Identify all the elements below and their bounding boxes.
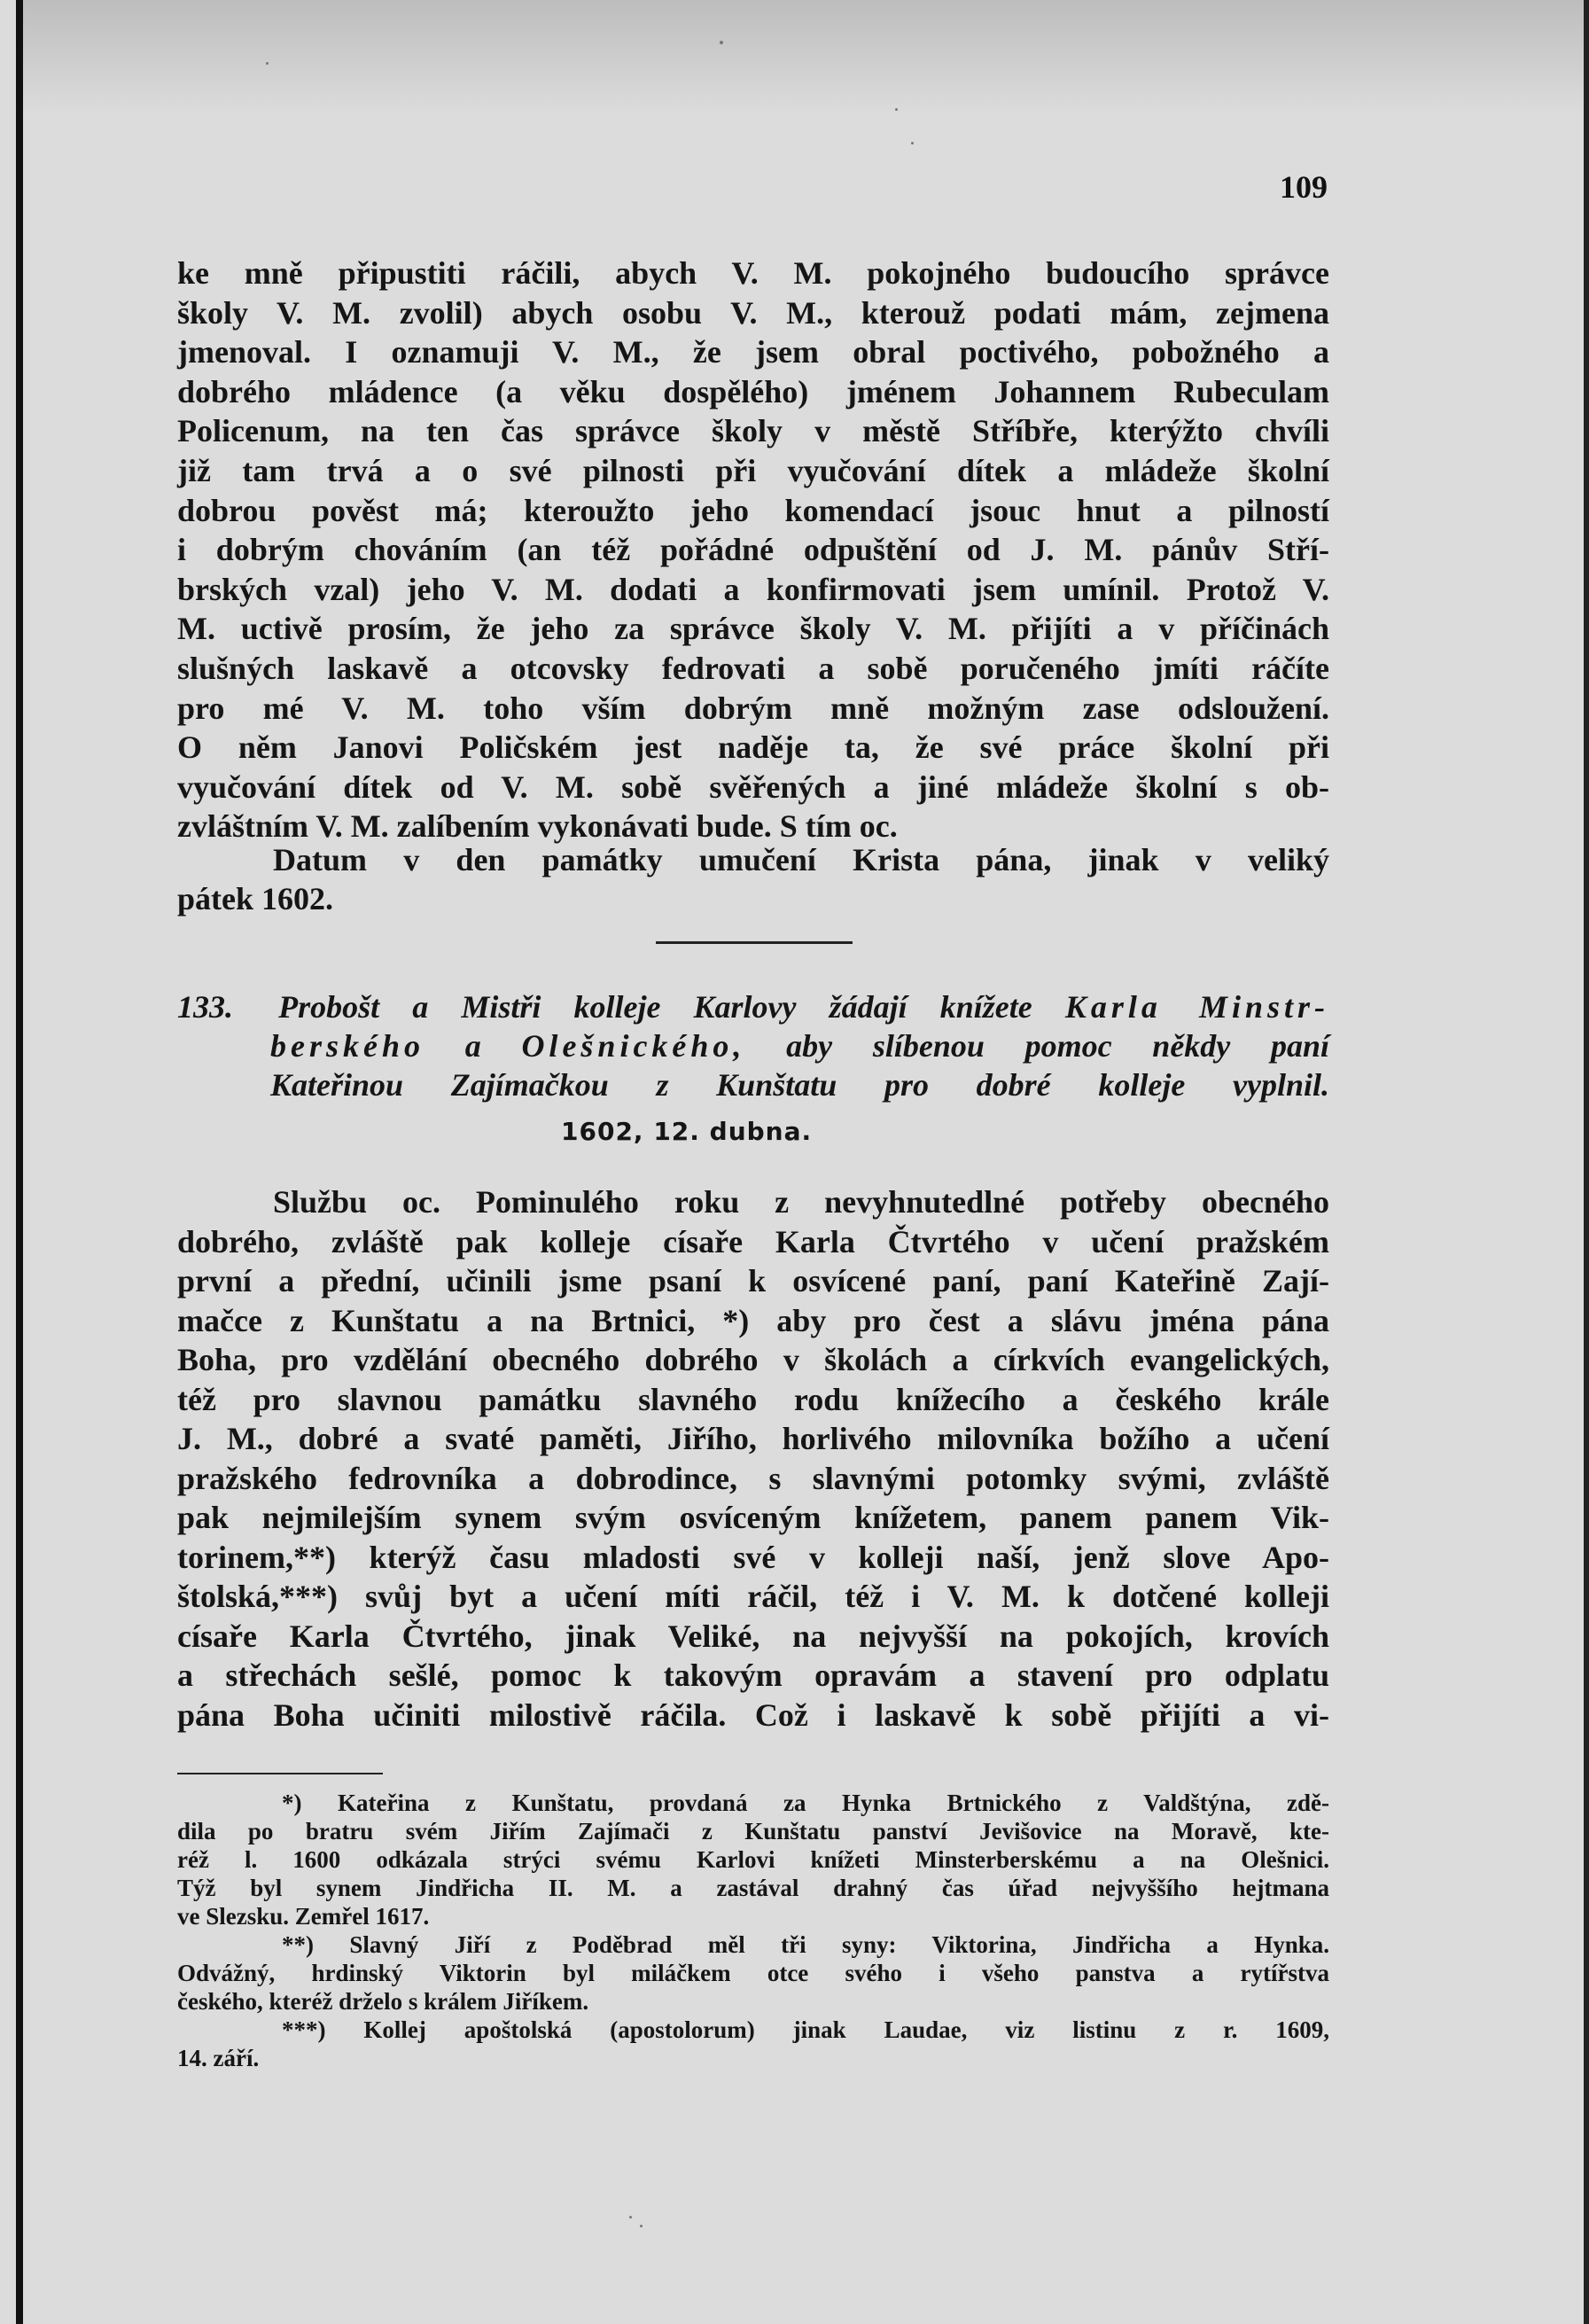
text-line: Datum v den památky umučení Krista pána, jinak v veliký [273, 842, 1329, 877]
text-line: i dobrým chováním (an též pořádné odpuštění od J. M. pánův Stří- [177, 532, 1329, 568]
heading-text: Probošt a Mistři kolleje Karlovy žádají knížete [278, 989, 1032, 1025]
page-number: 109 [1280, 169, 1328, 205]
heading-line [177, 1026, 1329, 1065]
footnote-line: 14. září. [177, 2045, 260, 2071]
text-line: pak nejmilejším synem svým osvíceným knížetem, panem panem Vik- [177, 1500, 1329, 1535]
text-line: J. M., dobré a svaté paměti, Jiřího, horlivého milovníka božího a učení [177, 1421, 1329, 1456]
text-line: Policenum, na ten čas správce školy v městě Stříbře, kterýžto chvíli [177, 413, 1329, 449]
text-line: zvláštním V. M. zalíbením vykonávati bude. S tím oc. [177, 808, 898, 845]
letter-continuation [177, 253, 1329, 846]
document-number: 133. [177, 989, 233, 1025]
footnote-line: ve Slezsku. Zemřel 1617. [177, 1903, 430, 1930]
footnote-line: dila po bratru svém Jiřím Zajímači z Kunštatu panství Jevišovice na Moravě, kte- [177, 1818, 1329, 1844]
heading-line: Kateřinou Zajímačkou z Kunštatu pro dobré kolleje vyplnil. [270, 1067, 1329, 1103]
footnote-rule [177, 1773, 383, 1774]
text-line: pro mé V. M. toho vším dobrým mně možným zase odsloužení. [177, 690, 1329, 726]
text-line: O něm Janovi Poličském jest naděje ta, že své práce školní při [177, 729, 1329, 766]
text-line: štolská,***) svůj byt a učení míti ráčil, též i V. M. k dotčené kolleji [177, 1579, 1329, 1614]
footnote-line: *) Kateřina z Kunštatu, provdaná za Hynka Brtnického z Valdštýna, zdě- [282, 1790, 1329, 1816]
text-line: M. uctivě prosím, že jeho za správce školy V. M. přijíti a v příčinách [177, 611, 1329, 647]
footnote-line: **) Slavný Jiří z Poděbrad měl tři syny: Viktorina, Jindřicha a Hynka. [282, 1931, 1329, 1958]
text-line: mačce z Kunštatu a na Brtnici, *) aby pro čest a slávu jména pána [177, 1302, 1329, 1338]
text-line: dobrou pověst má; kteroužto jeho komendací jsouc hnut a pilností [177, 492, 1329, 528]
text-line: slušných laskavě a otcovsky fedrovati a sobě poručeného jmíti ráčíte [177, 650, 1329, 686]
text-line: vyučování dítek od V. M. sobě svěřených a jiné mládeže školní s ob- [177, 768, 1329, 805]
text-line: torinem,**) kterýž času mladosti své v kolleji naší, jenž slove Apo- [177, 1539, 1329, 1575]
heading-name: Olešnického, [521, 1028, 746, 1064]
text-line: dobrého, zvláště pak kolleje císaře Karla Čtvrtého v učení pražském [177, 1223, 1329, 1259]
footnote-line: ***) Kollej apoštolská (apostolorum) jinak Laudae, viz listinu z r. 1609, [282, 2016, 1329, 2043]
text-line: Službu oc. Pominulého roku z nevyhnutedlné potřeby obecného [273, 1184, 1329, 1220]
heading-name: Karla Minstr- [1064, 989, 1330, 1025]
letter-body [177, 1182, 1329, 1735]
text-line: Boha, pro vzdělání obecného dobrého v školách a církvích evangelických, [177, 1342, 1329, 1377]
text-line: dobrého mládence (a věku dospělého) jménem Johannem Rubeculam [177, 373, 1329, 409]
heading-line [177, 987, 1329, 1026]
footnote-line: Týž byl synem Jindřicha II. M. a zastával drahný čas úřad nejvyššího hejtmana [177, 1875, 1329, 1901]
text-line: též pro slavnou památku slavného rodu knížecího a českého krále [177, 1381, 1329, 1417]
text-line: již tam trvá a o své pilnosti při vyučování dítek a mládeže školní [177, 452, 1329, 488]
heading-text: a [464, 1028, 481, 1064]
footnote-line: českého, kteréž drželo s králem Jiříkem. [177, 1988, 589, 2015]
page-right-edge [1584, 0, 1589, 2324]
text-line: pražského fedrovníka a dobrodince, s slavnými potomky svými, zvláště [177, 1460, 1329, 1496]
footnotes [177, 1789, 1329, 2072]
text-line: pátek 1602. [177, 881, 334, 916]
text-line: jmenoval. I oznamuji V. M., že jsem obral poctivého, pobožného a [177, 334, 1329, 370]
text-line: brských vzal) jeho V. M. dodati a konfirmovati jsem umínil. Protož V. [177, 571, 1329, 607]
book-spine-edge [16, 0, 23, 2324]
text-line: školy V. M. zvolil) abych osobu V. M., kterouž podati mám, zejmena [177, 294, 1329, 331]
section-divider [656, 941, 853, 944]
text-line: a střechách sešlé, pomoc k takovým opravám a stavení pro odplatu [177, 1657, 1329, 1693]
dating-clause [177, 840, 1329, 918]
document-heading [177, 987, 1329, 1104]
footnote-line: Odvážný, hrdinský Viktorin byl miláčkem otce svého i všeho panstva a rytířstva [177, 1960, 1329, 1986]
document-date: 1602, 12. dubna. [561, 1117, 813, 1146]
heading-text: aby slíbenou pomoc někdy paní [786, 1028, 1330, 1064]
footnote-line: réž l. 1600 odkázala strýci svému Karlovi knížeti Minsterberskému a na Olešnici. [177, 1846, 1329, 1873]
top-shadow [23, 0, 1584, 115]
text-line: první a přední, učinili jsme psaní k osvícené paní, paní Kateřině Zají- [177, 1263, 1329, 1298]
text-line: ke mně připustiti ráčili, abych V. M. pokojného budoucího správce [177, 255, 1329, 291]
heading-name: berského [270, 1028, 425, 1064]
text-line: císaře Karla Čtvrtého, jinak Veliké, na nejvyšší na pokojích, krovích [177, 1618, 1329, 1654]
text-line: pána Boha učiniti milostivě ráčila. Což i laskavě k sobě přijíti a vi- [177, 1696, 1329, 1733]
